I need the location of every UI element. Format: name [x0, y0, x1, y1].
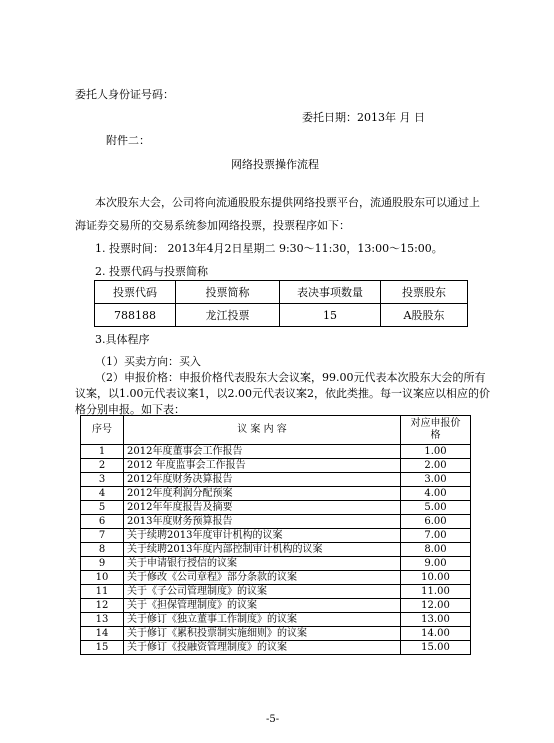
proposal-row — [81, 557, 471, 571]
proposal-serial: 1 — [81, 445, 124, 459]
intro-line-1: 本次股东大会，公司将向流通股股东提供网络投票平台，流通股股东可以通过上 — [95, 196, 480, 209]
proposal-serial: 3 — [81, 473, 124, 487]
proposal-price: 13.00 — [401, 613, 471, 627]
vote-code-row — [95, 304, 468, 327]
proposal-price: 4.00 — [401, 487, 471, 501]
shareholder-value: A股股东 — [381, 304, 468, 327]
step-2-line-2: 议案，以1.00元代表议案1，以2.00元代表议案2，依此类推。每一议案应以相应的价 — [75, 387, 490, 400]
proposal-row — [81, 445, 471, 459]
header-shareholder: 投票股东 — [381, 281, 468, 304]
section-2-heading: 2. 投票代码与投票简称 — [95, 265, 208, 278]
proxy-id-label: 委托人身份证号码： — [75, 88, 174, 101]
proposal-content: 关于修订《累积投票制实施细则》的议案 — [124, 627, 401, 641]
proposal-content: 关于修订《投融资管理制度》的议案 — [124, 641, 401, 655]
proposal-serial: 2 — [81, 459, 124, 473]
proposal-price: 12.00 — [401, 599, 471, 613]
proposal-serial: 11 — [81, 585, 124, 599]
proposal-serial: 6 — [81, 515, 124, 529]
proposal-price: 1.00 — [401, 445, 471, 459]
proposal-price: 10.00 — [401, 571, 471, 585]
proposal-row — [81, 585, 471, 599]
proposal-content: 关于申请银行授信的议案 — [124, 557, 401, 571]
proposal-table — [80, 415, 471, 655]
proposal-price: 8.00 — [401, 543, 471, 557]
proposal-serial: 10 — [81, 571, 124, 585]
proposal-serial: 7 — [81, 529, 124, 543]
proposal-content: 关于修订《独立董事工作制度》的议案 — [124, 613, 401, 627]
annex-title: 网络投票操作流程 — [231, 158, 319, 171]
proposal-row — [81, 459, 471, 473]
proposal-content: 2012年度利润分配预案 — [124, 487, 401, 501]
proposal-content: 关于《担保管理制度》的议案 — [124, 599, 401, 613]
proposal-content: 关于续聘2013年度内部控制审计机构的议案 — [124, 543, 401, 557]
proposal-serial: 13 — [81, 613, 124, 627]
header-serial: 序号 — [81, 416, 124, 445]
vote-code-value: 788188 — [95, 304, 176, 327]
proposal-price: 6.00 — [401, 515, 471, 529]
vote-abbr-value: 龙江投票 — [176, 304, 280, 327]
proposal-price: 15.00 — [401, 641, 471, 655]
header-item-count: 表决事项数量 — [280, 281, 381, 304]
step-2-line-3: 格分别申报。如下表： — [75, 403, 185, 416]
header-vote-code: 投票代码 — [95, 281, 176, 304]
proposal-row — [81, 515, 471, 529]
intro-line-2: 海证券交易所的交易系统参加网络投票，投票程序如下： — [75, 219, 350, 232]
header-price: 对应申报价格 — [401, 416, 471, 445]
proposal-price: 9.00 — [401, 557, 471, 571]
proposal-row — [81, 473, 471, 487]
proposal-content: 2012 年度监事会工作报告 — [124, 459, 401, 473]
proposal-price: 14.00 — [401, 627, 471, 641]
proposal-row — [81, 599, 471, 613]
proposal-serial: 8 — [81, 543, 124, 557]
proposal-price: 5.00 — [401, 501, 471, 515]
step-1: （1）买卖方向：买入 — [95, 355, 201, 368]
proposal-price: 3.00 — [401, 473, 471, 487]
proposal-serial: 9 — [81, 557, 124, 571]
proposal-content: 关于续聘2013年度审计机构的议案 — [124, 529, 401, 543]
proposal-header-row — [81, 416, 471, 445]
proposal-serial: 12 — [81, 599, 124, 613]
proposal-row — [81, 627, 471, 641]
vote-code-table — [94, 280, 468, 327]
proposal-content: 2012年年度报告及摘要 — [124, 501, 401, 515]
section-1-vote-time: 1. 投票时间： 2013年4月2日星期二 9:30～11:30，13:00～15:00。 — [95, 242, 443, 255]
proposal-row — [81, 613, 471, 627]
item-count-value: 15 — [280, 304, 381, 327]
proposal-content: 关于修改《公司章程》部分条款的议案 — [124, 571, 401, 585]
proposal-price: 2.00 — [401, 459, 471, 473]
proposal-price: 7.00 — [401, 529, 471, 543]
proposal-row — [81, 571, 471, 585]
vote-code-header-row — [95, 281, 468, 304]
proposal-serial: 15 — [81, 641, 124, 655]
proposal-body — [81, 445, 471, 655]
proposal-content: 2012年度财务决算报告 — [124, 473, 401, 487]
proposal-content: 关于《子公司管理制度》的议案 — [124, 585, 401, 599]
proposal-row — [81, 641, 471, 655]
proposal-price: 11.00 — [401, 585, 471, 599]
proposal-serial: 14 — [81, 627, 124, 641]
proposal-row — [81, 487, 471, 501]
proposal-serial: 5 — [81, 501, 124, 515]
proposal-row — [81, 543, 471, 557]
proposal-content: 2012年度董事会工作报告 — [124, 445, 401, 459]
proposal-content: 2013年度财务预算报告 — [124, 515, 401, 529]
entrust-date: 委托日期：2013年 月 日 — [302, 111, 425, 124]
step-2-line-1: （2）申报价格：申报价格代表股东大会议案，99.00元代表本次股东大会的所有 — [95, 371, 486, 384]
header-vote-abbr: 投票简称 — [176, 281, 280, 304]
section-3-heading: 3.具体程序 — [95, 333, 150, 346]
page-number: -5- — [266, 714, 280, 725]
annex-label: 附件二： — [106, 134, 150, 147]
proposal-row — [81, 501, 471, 515]
proposal-row — [81, 529, 471, 543]
header-proposal: 议 案 内 容 — [124, 416, 401, 445]
proposal-serial: 4 — [81, 487, 124, 501]
